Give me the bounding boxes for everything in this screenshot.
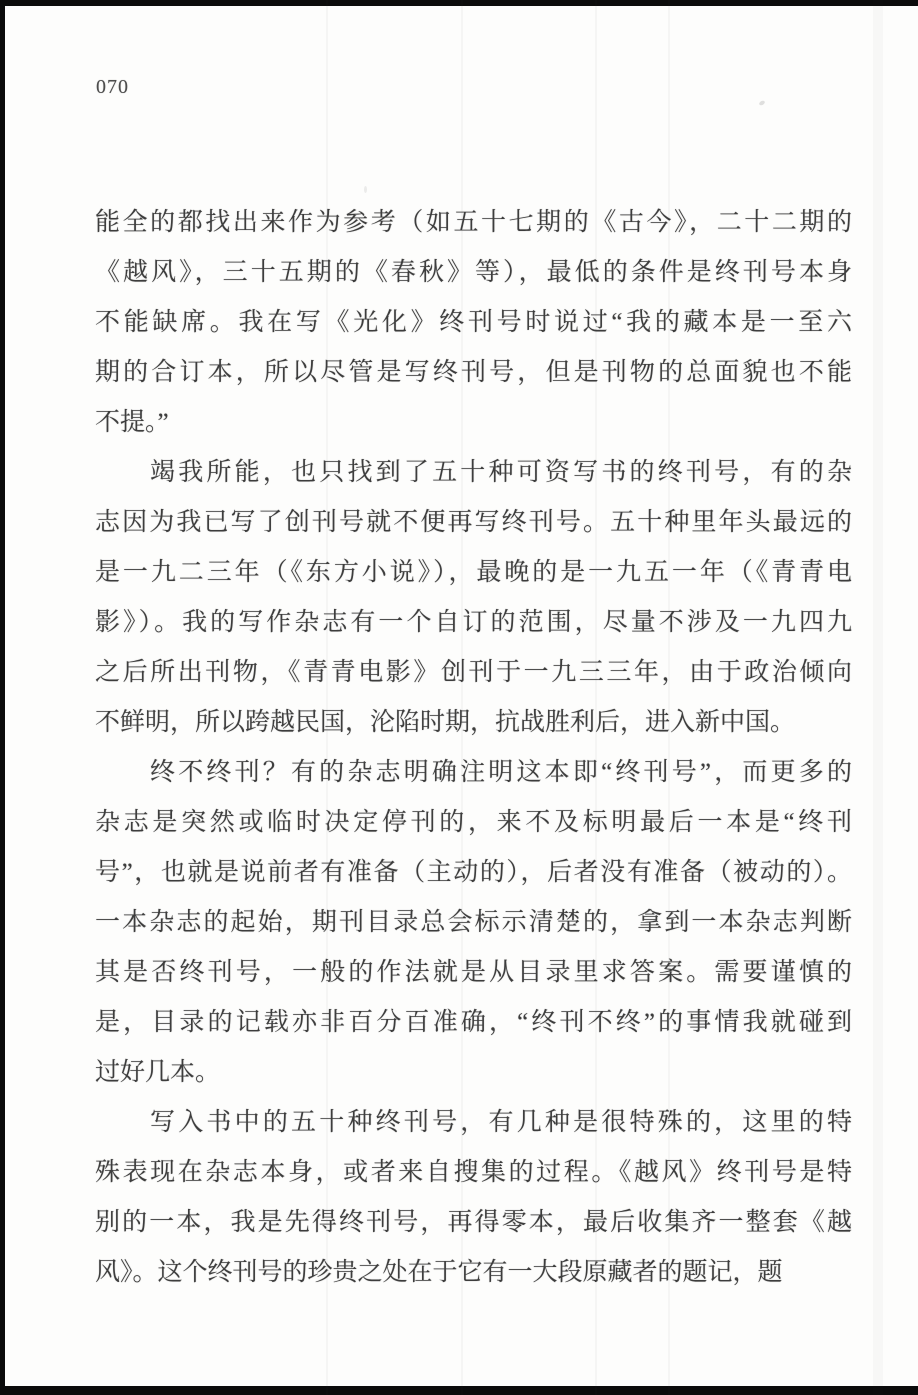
page-number: 070	[96, 76, 129, 98]
text-line: 不能缺席。我在写《光化》终刊号时说过“我的藏本是一至六	[95, 309, 852, 336]
text-line: 能全的都找出来作为参考（如五十七期的《古今》，二十二期的	[95, 209, 852, 236]
text-line: 过好几本。	[95, 1059, 221, 1086]
scan-speck	[364, 186, 367, 193]
text-line: 不鲜明，所以跨越民国，沦陷时期，抗战胜利后，进入新中国。	[95, 709, 796, 736]
scan-streak	[873, 0, 883, 1395]
text-line: 杂志是突然或临时决定停刊的，来不及标明最后一本是“终刊	[95, 809, 852, 836]
text-line: 号”，也就是说前者有准备（主动的），后者没有准备（被动的）。	[95, 859, 852, 886]
text-line: 风》。这个终刊号的珍贵之处在于它有一大段原藏者的题记，题	[95, 1259, 783, 1286]
scan-edge-bottom	[0, 1386, 918, 1395]
body-text	[95, 198, 852, 1298]
scan-edge-top	[0, 0, 918, 6]
text-line: 终不终刊？有的杂志明确注明这本即“终刊号”，而更多的	[150, 759, 852, 786]
text-line: 是一九二三年（《东方小说》），最晚的是一九五一年（《青青电	[95, 559, 852, 586]
text-line: 期的合订本，所以尽管是写终刊号，但是刊物的总面貌也不能	[95, 359, 852, 386]
text-line: 写入书中的五十种终刊号，有几种是很特殊的，这里的特	[150, 1109, 852, 1136]
text-line: 影》）。我的写作杂志有一个自订的范围，尽量不涉及一九四九	[95, 609, 852, 636]
text-line: 之后所出刊物，《青青电影》创刊于一九三三年，由于政治倾向	[95, 659, 852, 686]
text-line: 殊表现在杂志本身，或者来自搜集的过程。《越风》终刊号是特	[95, 1159, 852, 1186]
text-line: 《越风》，三十五期的《春秋》等），最低的条件是终刊号本身	[95, 259, 852, 286]
text-line: 别的一本，我是先得终刊号，再得零本，最后收集齐一整套《越	[95, 1209, 852, 1236]
text-line: 志因为我已写了创刊号就不便再写终刊号。五十种里年头最远的	[95, 509, 852, 536]
text-line: 不提。”	[95, 409, 169, 436]
text-line: 一本杂志的起始，期刊目录总会标示清楚的，拿到一本杂志判断	[95, 909, 852, 936]
text-line: 竭我所能，也只找到了五十种可资写书的终刊号，有的杂	[150, 459, 852, 486]
text-line: 其是否终刊号，一般的作法就是从目录里求答案。需要谨慎的	[95, 959, 852, 986]
scan-edge-left	[0, 0, 5, 1395]
text-line: 是，目录的记载亦非百分百准确，“终刊不终”的事情我就碰到	[95, 1009, 852, 1036]
scan-speck	[758, 100, 765, 106]
